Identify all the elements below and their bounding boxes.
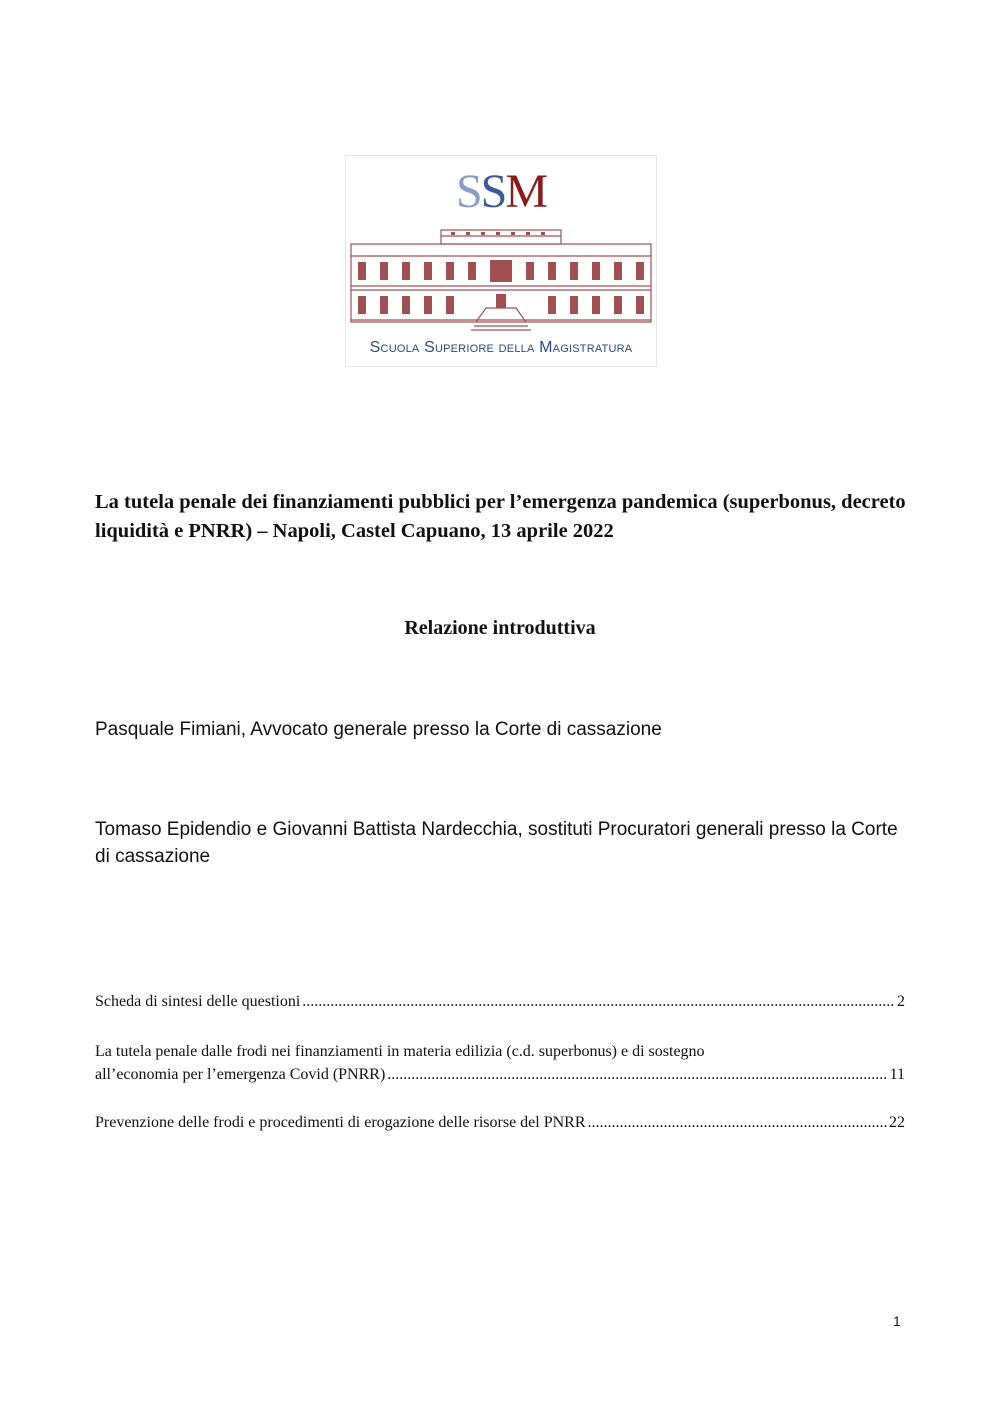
author-line: Pasquale Fimiani, Avvocato generale presso la Corte di cassazione xyxy=(95,719,662,740)
document-subtitle: Relazione introduttiva xyxy=(404,617,596,639)
ssm-logo xyxy=(345,155,657,367)
document-title: La tutela penale dei finanziamenti pubblici per l’emergenza pandemica (superbonus, decreto liquidità e PNRR) – Napoli, Castel Capuano, 13 aprile 2022 xyxy=(95,491,906,542)
toc-entry[interactable] xyxy=(95,1040,905,1086)
toc-entry-title[interactable]: Scheda di sintesi delle questioni xyxy=(95,993,301,1010)
toc-page-number[interactable]: 2 xyxy=(897,993,905,1010)
toc-leader-dots xyxy=(302,990,895,1013)
toc-leader-dots xyxy=(387,1063,887,1086)
author-line: Tomaso Epidendio e Giovanni Battista Nardecchia, sostituti Procuratori generali presso la Corte di cassazione xyxy=(95,819,898,867)
toc-page-number[interactable]: 11 xyxy=(889,1066,905,1083)
school-name: Scuola Superiore della Magistratura xyxy=(369,339,633,356)
toc-entry-title-cont[interactable]: all’economia per l’emergenza Covid (PNRR) xyxy=(95,1066,386,1083)
building-icon xyxy=(346,226,656,336)
toc-page-number[interactable]: 22 xyxy=(889,1114,905,1131)
toc-entry-title[interactable]: Prevenzione delle frodi e procedimenti di erogazione delle risorse del PNRR xyxy=(95,1114,586,1131)
ssm-logo-letters: SSM xyxy=(455,165,547,218)
toc-entry[interactable] xyxy=(95,990,905,1013)
toc-entry[interactable] xyxy=(95,1111,905,1134)
toc-entry-title[interactable]: La tutela penale dalle frodi nei finanziamenti in materia edilizia (c.d. superbonus) e di sostegno xyxy=(95,1043,705,1060)
page-number: 1 xyxy=(893,1313,901,1329)
toc-leader-dots xyxy=(588,1111,887,1134)
